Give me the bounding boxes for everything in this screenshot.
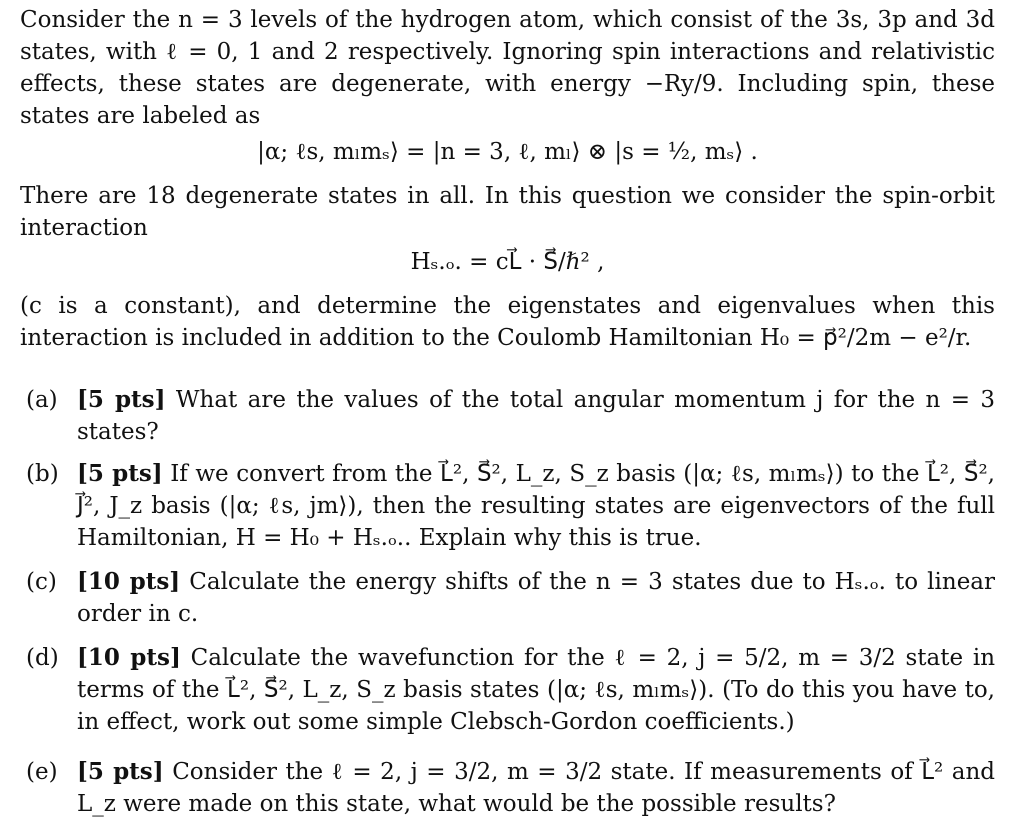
part-label: (e) bbox=[26, 759, 58, 785]
points-badge: [5 pts] bbox=[77, 758, 164, 785]
points-badge: [10 pts] bbox=[77, 644, 181, 671]
question-part-c bbox=[20, 566, 995, 630]
points-badge: [10 pts] bbox=[77, 568, 181, 595]
intro-paragraph-1: Consider the n = 3 levels of the hydrogen atom, which consist of the 3s, 3p and 3d states, with ℓ = 0, 1 and 2 respectively. Ignoring spin interactions and relativistic effects, these states are degenerate, with energy −Ry/9. Including spin, these states are labeled as bbox=[20, 7, 995, 129]
question-part-a bbox=[20, 384, 995, 448]
part-text: What are the values of the total angular momentum j for the n = 3 states? bbox=[77, 387, 996, 445]
question-part-d bbox=[20, 642, 995, 742]
state-label-equation: |α; ℓs, mₗmₛ⟩ = |n = 3, ℓ, mₗ⟩ ⊗ |s = ½, mₛ⟩ . bbox=[257, 139, 758, 165]
intro-paragraph-3: (c is a constant), and determine the eigenstates and eigenvalues when this interaction is included in addition to the Coulomb Hamiltonian H₀ = p⃗²/2m − e²/r. bbox=[20, 293, 995, 351]
part-body bbox=[77, 566, 995, 630]
part-label: (d) bbox=[26, 645, 59, 671]
part-body bbox=[77, 642, 995, 738]
part-text: Consider the ℓ = 2, j = 3/2, m = 3/2 state. If measurements of L⃗² and L_z were made on this state, what would be the possible results? bbox=[77, 759, 996, 817]
part-text: Calculate the energy shifts of the n = 3 states due to Hₛ.ₒ. to linear order in c. bbox=[77, 569, 996, 627]
part-label: (a) bbox=[26, 387, 58, 413]
question-part-e bbox=[20, 756, 995, 826]
part-body bbox=[77, 458, 995, 554]
question-part-b bbox=[20, 458, 995, 554]
points-badge: [5 pts] bbox=[77, 386, 166, 413]
points-badge: [5 pts] bbox=[77, 460, 163, 487]
spin-orbit-hamiltonian-equation: Hₛ.ₒ. = cL⃗ · S⃗/ℏ² , bbox=[410, 249, 605, 275]
part-text: Calculate the wavefunction for the ℓ = 2, j = 5/2, m = 3/2 state in terms of the L⃗², S⃗², L_z, S_z basis states (|α; ℓs, mₗmₛ⟩). (To do this you have to, in effect, work out some simple Clebsch-Gordon coefficients.) bbox=[77, 645, 996, 735]
part-body bbox=[77, 384, 995, 448]
part-label: (b) bbox=[26, 461, 59, 487]
intro-paragraph-2: There are 18 degenerate states in all. In this question we consider the spin-orbit interaction bbox=[20, 183, 995, 241]
part-text: If we convert from the L⃗², S⃗², L_z, S_z basis (|α; ℓs, mₗmₛ⟩) to the L⃗², S⃗², J⃗², J_z basis (|α; ℓs, jm⟩), then the resulting states are eigenvectors of the full Hamiltonian, H = H₀ + Hₛ.ₒ.. Explain why this is true. bbox=[77, 461, 995, 551]
part-label: (c) bbox=[26, 569, 57, 595]
part-body bbox=[77, 756, 995, 820]
